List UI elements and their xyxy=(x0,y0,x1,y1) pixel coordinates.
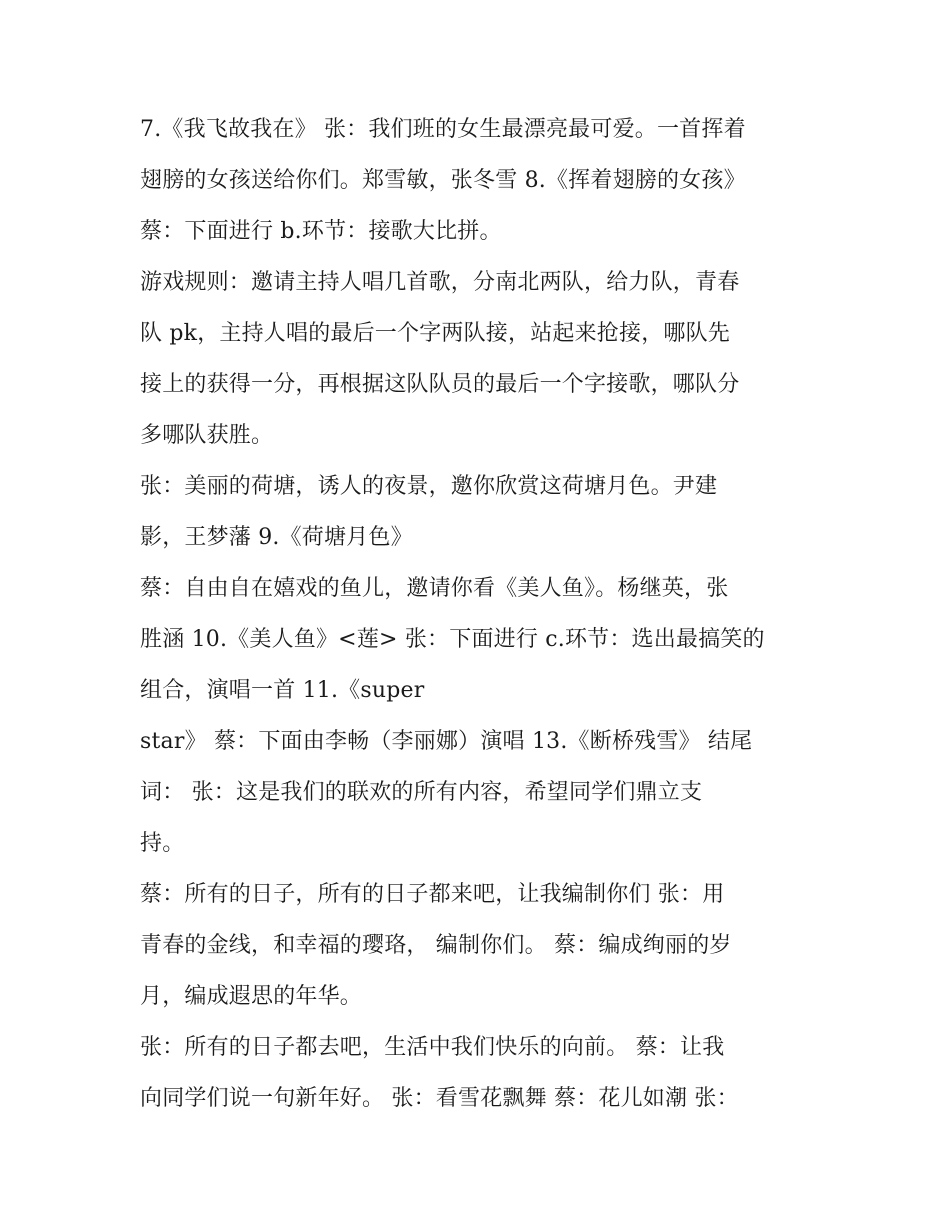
text-line: 游戏规则：邀请主持人唱几首歌，分南北两队，给力队，青春 xyxy=(140,270,740,295)
text-line: 张：所有的日子都去吧，生活中我们快乐的向前。 蔡：让我 xyxy=(140,1035,725,1060)
text-line: 张：美丽的荷塘，诱人的夜景，邀你欣赏这荷塘月色。尹建 xyxy=(140,474,718,499)
text-line: 词： 张：这是我们的联欢的所有内容，希望同学们鼎立支 xyxy=(140,780,703,805)
text-line: 月，编成遐思的年华。 xyxy=(140,984,363,1009)
document-body xyxy=(140,104,820,1124)
text-line: 队 pk，主持人唱的最后一个字两队接，站起来抢接，哪队先 xyxy=(140,321,731,346)
text-line: 蔡：自由自在嬉戏的鱼儿，邀请你看《美人鱼》。杨继英，张 xyxy=(140,576,729,601)
text-line: 蔡：所有的日子，所有的日子都来吧，让我编制你们 张：用 xyxy=(140,882,725,907)
text-line: 向同学们说一句新年好。 张：看雪花飘舞 蔡：花儿如潮 张： xyxy=(140,1086,739,1111)
text-line: 多哪队获胜。 xyxy=(140,423,274,448)
text-line: star》 蔡：下面由李畅（李丽娜）演唱 13.《断桥残雪》 结尾 xyxy=(140,729,753,754)
text-line: 影，王梦藩 9.《荷塘月色》 xyxy=(140,525,413,550)
text-line: 组合，演唱一首 11.《super xyxy=(140,678,425,703)
text-line: 翅膀的女孩送给你们。郑雪敏，张冬雪 8.《挥着翅膀的女孩》 xyxy=(140,168,746,193)
text-line: 持。 xyxy=(140,831,185,856)
text-line: 7.《我飞故我在》 张：我们班的女生最漂亮最可爱。一首挥着 xyxy=(140,117,746,142)
text-line: 接上的获得一分，再根据这队队员的最后一个字接歌，哪队分 xyxy=(140,372,740,397)
text-line: 蔡：下面进行 b.环节：接歌大比拼。 xyxy=(140,219,502,244)
text-line: 胜涵 10.《美人鱼》<莲> 张：下面进行 c.环节：选出最搞笑的 xyxy=(140,627,765,652)
text-line: 青春的金线，和幸福的璎珞， 编制你们。 蔡：编成绚丽的岁 xyxy=(140,933,732,958)
